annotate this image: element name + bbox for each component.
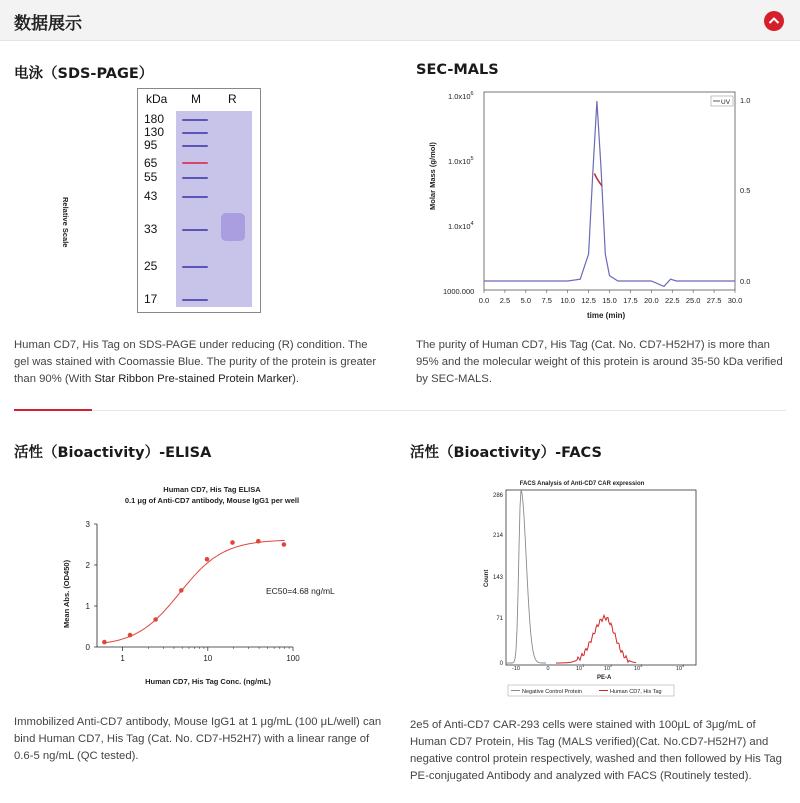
y-tick: 0 (499, 661, 503, 667)
y2-tick: 0.5 (740, 186, 751, 195)
facs-title: 活性（Bioactivity）-FACS (410, 445, 602, 461)
marker-band-red (182, 162, 208, 164)
x-tick-label: 0.0 (478, 296, 490, 305)
y2-axis-label: Relative Scale (61, 197, 70, 248)
x-tick-label: 20.0 (644, 296, 659, 305)
x-tick-label: 25.0 (685, 296, 701, 305)
sds-page-title: 电泳（SDS-PAGE） (14, 66, 154, 82)
y-tick: $1.0x10^5$ (448, 156, 474, 166)
divider (14, 410, 786, 411)
x-tick-label: 1 (120, 654, 125, 663)
data-point (153, 617, 158, 622)
x-tick-label: 12.5 (581, 296, 596, 305)
facs-chart (470, 476, 710, 701)
sds-gel-image (137, 88, 261, 313)
sds-description: Human CD7, His Tag on SDS-PAGE under reducing (R) condition. The gel was stained with Coomassie Blue. The purity of the protein is greater than 90% (With Star Ribbon Pre-stained Protein Marker). (14, 339, 377, 385)
x-tick: $10^4$ (676, 663, 685, 672)
elisa-chart (55, 478, 375, 693)
facs-description: 2e5 of Anti-CD7 CAR-293 cells were stained with 100μL of 3μg/mL of Human CD7 Protein, His Tag (MALS verified)(Cat. No.CD7-H52H7) and negative control protein respectively, washed and then followed by His Tag PE-conjugated Antibody and analyzed with FACS (Routinely tested). (410, 719, 782, 782)
y-tick: $1.0x10^4$ (448, 221, 474, 231)
y-tick-label: 0 (85, 643, 90, 652)
elisa-description: Immobilized Anti-CD7 antibody, Mouse IgG1 at 1 μg/mL (100 μL/well) can bind Human CD7, His Tag (Cat. No. CD7-H52H7) with a linear range of 0.6-5 ng/mL (QC tested). (14, 716, 382, 762)
x-axis-label: time (min) (587, 311, 626, 320)
section-header (0, 0, 800, 41)
ec50-annotation: EC50=4.68 ng/mL (266, 586, 335, 596)
marker-band (182, 132, 208, 134)
mw-marker: 180 (144, 112, 165, 126)
data-point (102, 640, 107, 645)
y-axis-label: Count (484, 569, 490, 587)
marker-band (182, 266, 208, 268)
mw-marker: 43 (144, 189, 158, 203)
gel-lane-m: M (191, 92, 201, 106)
x-tick-label: 2.5 (499, 296, 511, 305)
sec-mals-title: SEC-MALS (416, 62, 499, 78)
chart-subtitle: 0.1 μg of Anti-CD7 antibody, Mouse IgG1 per well (124, 496, 300, 505)
fit-curve (104, 540, 285, 643)
gel-kda-label: kDa (146, 92, 168, 106)
data-points (102, 539, 286, 645)
y-tick: 143 (492, 575, 503, 581)
legend-label-pos: Human CD7, His Tag (610, 689, 662, 695)
y-tick-label: 3 (85, 520, 90, 529)
legend-label-neg: Negative Control Protein (522, 689, 582, 695)
y-tick-label: 1 (85, 602, 90, 611)
chart-title: Human CD7, His Tag ELISA (163, 485, 261, 494)
x-tick: $10^3$ (634, 663, 643, 672)
marker-link[interactable]: Star Ribbon Pre-stained Protein Marker (94, 373, 293, 385)
section-title: 数据展示 (14, 14, 82, 34)
x-tick: -10 (512, 666, 520, 672)
x-tick-label: 10.0 (560, 296, 575, 305)
x-tick-label: 30.0 (727, 296, 743, 305)
y-tick: 1000.000 (443, 287, 475, 296)
x-axis-label: Human CD7, His Tag Conc. (ng/mL) (145, 677, 271, 686)
chevron-up-icon (768, 16, 780, 25)
gel-lane-r: R (228, 92, 237, 106)
mw-marker: 95 (144, 138, 158, 152)
y-tick-label: 2 (85, 561, 90, 570)
sec-mals-description: The purity of Human CD7, His Tag (Cat. No. CD7-H52H7) is more than 95% and the molecular weight of this protein is around 35-50 kDa verified by SEC-MALS. (416, 339, 783, 385)
y-tick: 286 (492, 493, 503, 499)
data-point (282, 542, 287, 547)
mw-marker: 33 (144, 222, 158, 236)
plot-frame (484, 92, 735, 290)
y-axis-label: Molar Mass (g/mol) (428, 142, 437, 210)
positive-histogram (556, 615, 636, 663)
negative-control-histogram (506, 490, 546, 663)
data-point (256, 539, 261, 544)
data-point (230, 540, 235, 545)
marker-band (182, 196, 208, 198)
x-tick: 0 (546, 666, 550, 672)
marker-band (182, 119, 208, 121)
plot-frame (506, 490, 696, 665)
mw-marker: 130 (144, 125, 165, 139)
x-tick-label: 22.5 (664, 296, 680, 305)
y-tick: 71 (496, 616, 503, 622)
uv-trace (484, 101, 735, 286)
x-tick: $10^1$ (576, 663, 585, 672)
collapse-button[interactable] (764, 11, 784, 31)
legend-label: UV (721, 99, 731, 106)
x-tick-label: 15.0 (602, 296, 617, 305)
marker-band (182, 145, 208, 147)
x-tick-label: 5.0 (520, 296, 532, 305)
x-tick-label: 100 (286, 654, 300, 663)
y-tick: 214 (492, 533, 503, 539)
divider-accent (14, 409, 92, 411)
mw-marker: 55 (144, 170, 158, 184)
y2-tick: 1.0 (740, 96, 751, 105)
data-point (179, 588, 184, 593)
x-tick-label: 10 (203, 654, 213, 663)
x-tick-group (479, 290, 743, 305)
mw-marker: 25 (144, 259, 158, 273)
mw-marker: 17 (144, 292, 158, 306)
marker-band (182, 177, 208, 179)
sample-band (221, 213, 245, 241)
y-tick: $1.0x10^6$ (448, 91, 474, 101)
gel-body (176, 111, 252, 307)
chart-title: FACS Analysis of Anti-CD7 CAR expression (519, 481, 645, 487)
x-tick-label: 27.5 (706, 296, 722, 305)
data-point (128, 633, 133, 638)
data-point (205, 557, 210, 562)
y2-tick: 0.0 (740, 277, 751, 286)
elisa-title: 活性（Bioactivity）-ELISA (14, 445, 212, 461)
x-tick-label: 17.5 (623, 296, 638, 305)
mw-marker: 65 (144, 156, 158, 170)
y-axis-label: Mean Abs. (OD450) (62, 559, 71, 628)
x-axis-label: PE-A (597, 675, 612, 681)
x-tick: $10^2$ (604, 663, 613, 672)
marker-band (182, 229, 208, 231)
marker-band (182, 299, 208, 301)
x-tick-label: 7.5 (541, 296, 552, 305)
